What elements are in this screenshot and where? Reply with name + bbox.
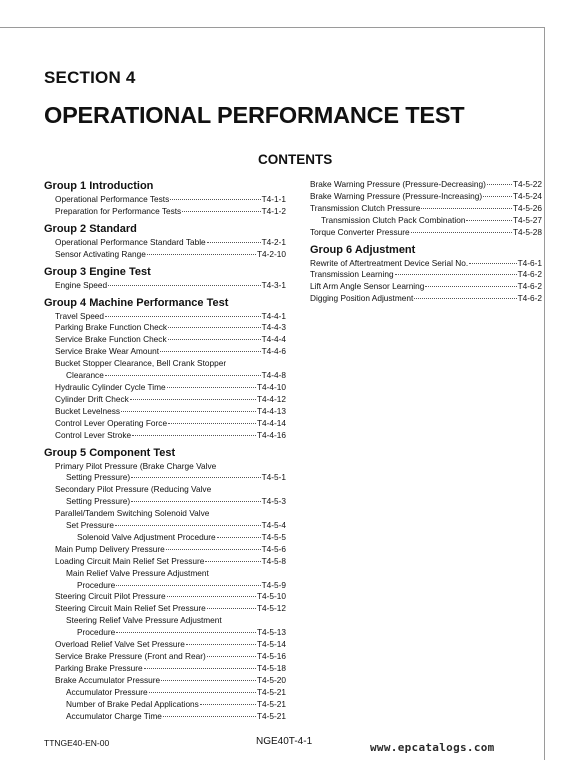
dot-leader (466, 220, 511, 221)
toc-entry-page: T4-4-1 (261, 310, 286, 321)
toc-entry[interactable] (44, 508, 286, 520)
toc-entry[interactable] (44, 556, 286, 568)
toc-entry-label: Main Relief Valve Pressure Adjustment (66, 567, 209, 578)
dot-leader (207, 608, 256, 609)
dot-leader (105, 316, 261, 317)
toc-entry[interactable] (44, 406, 286, 418)
toc-entry-label: Hydraulic Cylinder Cycle Time (55, 381, 166, 392)
dot-leader (116, 585, 260, 586)
toc-entry[interactable] (310, 293, 542, 305)
toc-entry-page: T4-5-21 (256, 710, 286, 721)
toc-entry[interactable] (44, 370, 286, 382)
toc-entry-page: T4-5-27 (512, 214, 542, 225)
toc-entry-page: T4-4-13 (256, 405, 286, 416)
toc-entry[interactable] (310, 203, 542, 215)
toc-entry[interactable] (44, 663, 286, 675)
toc-entry-page: T4-4-3 (261, 322, 286, 333)
toc-entry-label: Transmission Clutch Pack Combination (321, 214, 466, 225)
toc-entry-page: T4-6-2 (517, 281, 542, 292)
dot-leader (205, 561, 260, 562)
toc-entry[interactable] (44, 382, 286, 394)
toc-entry-label: Parking Brake Pressure (55, 662, 143, 673)
toc-entry[interactable] (44, 237, 286, 249)
dot-leader (163, 716, 256, 717)
toc-entry-page: T4-5-18 (256, 662, 286, 673)
toc-entry-page: T4-3-1 (261, 279, 286, 290)
toc-entry[interactable] (44, 580, 286, 592)
toc-entry[interactable] (44, 194, 286, 206)
toc-entry-page: T4-4-10 (256, 381, 286, 392)
toc-entry[interactable] (44, 568, 286, 580)
toc-entry[interactable] (310, 269, 542, 281)
dot-leader (116, 632, 256, 633)
toc-entry-label: Sensor Activating Range (55, 248, 146, 259)
document-code: TTNGE40-EN-00 (44, 738, 110, 748)
toc-entry-page: T4-5-12 (256, 603, 286, 614)
dot-leader (149, 692, 256, 693)
group-title: Group 1 Introduction (44, 180, 154, 192)
watermark-link[interactable]: www.epcatalogs.com (370, 741, 495, 754)
toc-entry-page: T4-5-4 (261, 520, 286, 531)
toc-entry-label: Parallel/Tandem Switching Solenoid Valve (55, 508, 210, 519)
toc-entry-label: Accumulator Pressure (66, 686, 148, 697)
dot-leader (166, 549, 261, 550)
toc-entry-page: T4-5-8 (261, 555, 286, 566)
toc-entry-label: Cylinder Drift Check (55, 393, 129, 404)
toc-entry-page: T4-5-5 (261, 531, 286, 542)
dot-leader (167, 596, 256, 597)
dot-leader (130, 399, 256, 400)
toc-entry[interactable] (44, 687, 286, 699)
toc-entry-page: T4-6-2 (517, 293, 542, 304)
toc-entry-page: T4-5-1 (261, 472, 286, 483)
toc-entry-label: Overload Relief Valve Set Pressure (55, 639, 185, 650)
toc-entry-label: Bucket Levelness (55, 405, 121, 416)
toc-entry-page: T4-4-6 (261, 346, 286, 357)
toc-entry-label: Accumulator Charge Time (66, 710, 162, 721)
toc-entry-label: Procedure (77, 579, 116, 590)
toc-entry-label: Secondary Pilot Pressure (Reducing Valve (55, 484, 212, 495)
dot-leader (182, 211, 260, 212)
dot-leader (121, 411, 256, 412)
dot-leader (132, 435, 256, 436)
toc-entry-label: Bucket Stopper Clearance, Bell Crank Stopper (55, 358, 227, 369)
dot-leader (421, 208, 512, 209)
toc-entry[interactable] (44, 280, 286, 292)
dot-leader (168, 339, 261, 340)
toc-entry[interactable] (44, 603, 286, 615)
toc-entry-page: T4-5-20 (256, 674, 286, 685)
toc-entry-label: Number of Brake Pedal Applications (66, 698, 199, 709)
dot-leader (161, 680, 256, 681)
contents-right-column (310, 179, 542, 305)
toc-entry-page: T4-5-16 (256, 651, 286, 661)
toc-entry[interactable] (44, 334, 286, 346)
toc-entry-label: Rewrite of Aftertreatment Device Serial No. (310, 257, 469, 268)
toc-entry-label: Steering Relief Valve Pressure Adjustment (66, 615, 222, 626)
dot-leader (170, 199, 260, 200)
group-title: Group 4 Machine Performance Test (44, 296, 229, 309)
toc-entry[interactable] (44, 394, 286, 406)
dot-leader (167, 387, 256, 388)
toc-entry-label: Engine Speed (55, 279, 108, 290)
toc-entry[interactable] (44, 591, 286, 603)
page-title: OPERATIONAL PERFORMANCE TEST (44, 102, 465, 128)
toc-entry-page: T4-6-1 (517, 257, 542, 268)
toc-entry-label: Travel Speed (55, 310, 105, 321)
toc-entry[interactable] (44, 639, 286, 651)
toc-entry-label: Lift Arm Angle Sensor Learning (310, 281, 425, 292)
dot-leader (108, 285, 260, 286)
toc-entry[interactable] (310, 191, 542, 203)
section-label: SECTION 4 (44, 68, 136, 87)
dot-leader (414, 298, 516, 299)
group-title: Group 6 Adjustment (310, 243, 416, 256)
toc-entry-page: T4-5-21 (256, 686, 286, 697)
toc-entry[interactable] (44, 346, 286, 358)
toc-entry-page: T4-6-2 (517, 269, 542, 280)
toc-entry-page: T4-5-22 (512, 179, 542, 189)
toc-entry-page: T4-5-21 (256, 698, 286, 709)
toc-entry[interactable] (44, 520, 286, 532)
toc-entry[interactable] (44, 544, 286, 556)
toc-entry[interactable] (44, 418, 286, 430)
dot-leader (147, 254, 256, 255)
toc-entry[interactable] (44, 651, 286, 663)
contents-left-column (44, 179, 286, 722)
dot-leader (105, 375, 261, 376)
toc-entry-label: Solenoid Valve Adjustment Procedure (77, 531, 216, 542)
toc-entry[interactable] (44, 311, 286, 323)
toc-entry-label: Service Brake Pressure (Front and Rear) (55, 651, 206, 661)
toc-entry-label: Steering Circuit Pilot Pressure (55, 591, 166, 602)
toc-entry[interactable] (44, 249, 286, 261)
toc-entry[interactable] (44, 461, 286, 473)
toc-entry-label: Loading Circuit Main Relief Set Pressure (55, 555, 205, 566)
toc-entry-label: Service Brake Function Check (55, 334, 167, 345)
toc-entry-label: Operational Performance Standard Table (55, 236, 206, 247)
toc-entry-page: T4-5-6 (261, 543, 286, 554)
toc-entry-page: T4-5-14 (256, 639, 286, 650)
dot-leader (168, 327, 261, 328)
toc-entry-page: T4-5-9 (261, 579, 286, 590)
toc-entry-label: Brake Warning Pressure (Pressure-Decreasing) (310, 179, 486, 189)
toc-entry-label: Setting Pressure) (66, 472, 131, 483)
toc-entry-label: Set Pressure (66, 520, 114, 531)
dot-leader (425, 286, 516, 287)
contents-heading: CONTENTS (258, 152, 333, 167)
toc-entry-label: Procedure (77, 627, 116, 638)
toc-entry-page: T4-4-4 (261, 334, 286, 345)
dot-leader (160, 351, 260, 352)
toc-entry[interactable] (44, 484, 286, 496)
dot-leader (487, 184, 512, 185)
toc-entry-label: Parking Brake Function Check (55, 322, 168, 333)
dot-leader (207, 242, 261, 243)
toc-entry-label: Brake Warning Pressure (Pressure-Increasing) (310, 190, 483, 201)
dot-leader (131, 477, 260, 478)
group-title: Group 5 Component Test (44, 446, 176, 459)
toc-entry[interactable] (310, 281, 542, 293)
toc-entry-page: T4-5-28 (512, 226, 542, 237)
toc-entry[interactable] (44, 699, 286, 711)
dot-leader (483, 196, 512, 197)
toc-entry-label: Transmission Learning (310, 269, 394, 280)
toc-entry[interactable] (44, 675, 286, 687)
toc-entry-label: Preparation for Performance Tests (55, 205, 182, 216)
toc-entry-label: Main Pump Delivery Pressure (55, 543, 165, 554)
toc-entry[interactable] (44, 711, 286, 723)
dot-leader (411, 232, 512, 233)
toc-entry-label: Clearance (66, 370, 104, 381)
dot-leader (395, 274, 517, 275)
dot-leader (186, 644, 256, 645)
dot-leader (217, 537, 261, 538)
toc-entry-label: Operational Performance Tests (55, 194, 170, 204)
dot-leader (200, 704, 256, 705)
toc-entry-page: T4-5-13 (256, 627, 286, 638)
group-title: Group 2 Standard (44, 222, 137, 235)
toc-entry-label: Control Lever Stroke (55, 429, 132, 440)
toc-entry-page: T4-5-24 (512, 190, 542, 201)
dot-leader (131, 501, 260, 502)
toc-entry[interactable] (44, 472, 286, 484)
toc-entry-page: T4-5-10 (256, 591, 286, 602)
toc-entry[interactable] (310, 179, 542, 191)
toc-entry-label: Torque Converter Pressure (310, 226, 410, 237)
toc-entry[interactable] (44, 358, 286, 370)
toc-entry[interactable] (44, 430, 286, 442)
toc-entry-label: Service Brake Wear Amount (55, 346, 160, 357)
dot-leader (207, 656, 256, 657)
toc-entry-label: Brake Accumulator Pressure (55, 674, 161, 685)
dot-leader (469, 263, 516, 264)
toc-entry[interactable] (310, 227, 542, 239)
toc-entry[interactable] (44, 532, 286, 544)
toc-entry[interactable] (310, 258, 542, 270)
toc-entry[interactable] (44, 627, 286, 639)
toc-entry-page: T4-4-8 (261, 370, 286, 381)
toc-entry[interactable] (44, 322, 286, 334)
toc-entry-page: T4-5-26 (512, 202, 542, 213)
toc-entry[interactable] (44, 496, 286, 508)
toc-entry-page: T4-4-14 (256, 417, 286, 428)
toc-entry-page: T4-4-12 (256, 393, 286, 404)
toc-entry-label: Control Lever Operating Force (55, 417, 168, 428)
toc-entry-page: T4-2-1 (261, 236, 286, 247)
dot-leader (144, 668, 256, 669)
toc-entry-page: T4-1-1 (261, 194, 286, 204)
toc-entry-label: Digging Position Adjustment (310, 293, 414, 304)
toc-entry[interactable] (44, 206, 286, 218)
toc-entry-label: Steering Circuit Main Relief Set Pressure (55, 603, 206, 614)
toc-entry[interactable] (310, 215, 542, 227)
page-number: NGE40T-4-1 (256, 736, 313, 747)
toc-entry-page: T4-4-16 (256, 429, 286, 440)
dot-leader (115, 525, 261, 526)
toc-entry-label: Setting Pressure) (66, 496, 131, 507)
dot-leader (168, 423, 256, 424)
toc-entry-page: T4-2-10 (256, 248, 286, 259)
toc-entry-page: T4-1-2 (261, 205, 286, 216)
toc-entry[interactable] (44, 615, 286, 627)
group-title: Group 3 Engine Test (44, 265, 151, 278)
toc-entry-page: T4-5-3 (261, 496, 286, 507)
toc-entry-label: Transmission Clutch Pressure (310, 202, 421, 213)
toc-entry-label: Primary Pilot Pressure (Brake Charge Valve (55, 460, 217, 471)
